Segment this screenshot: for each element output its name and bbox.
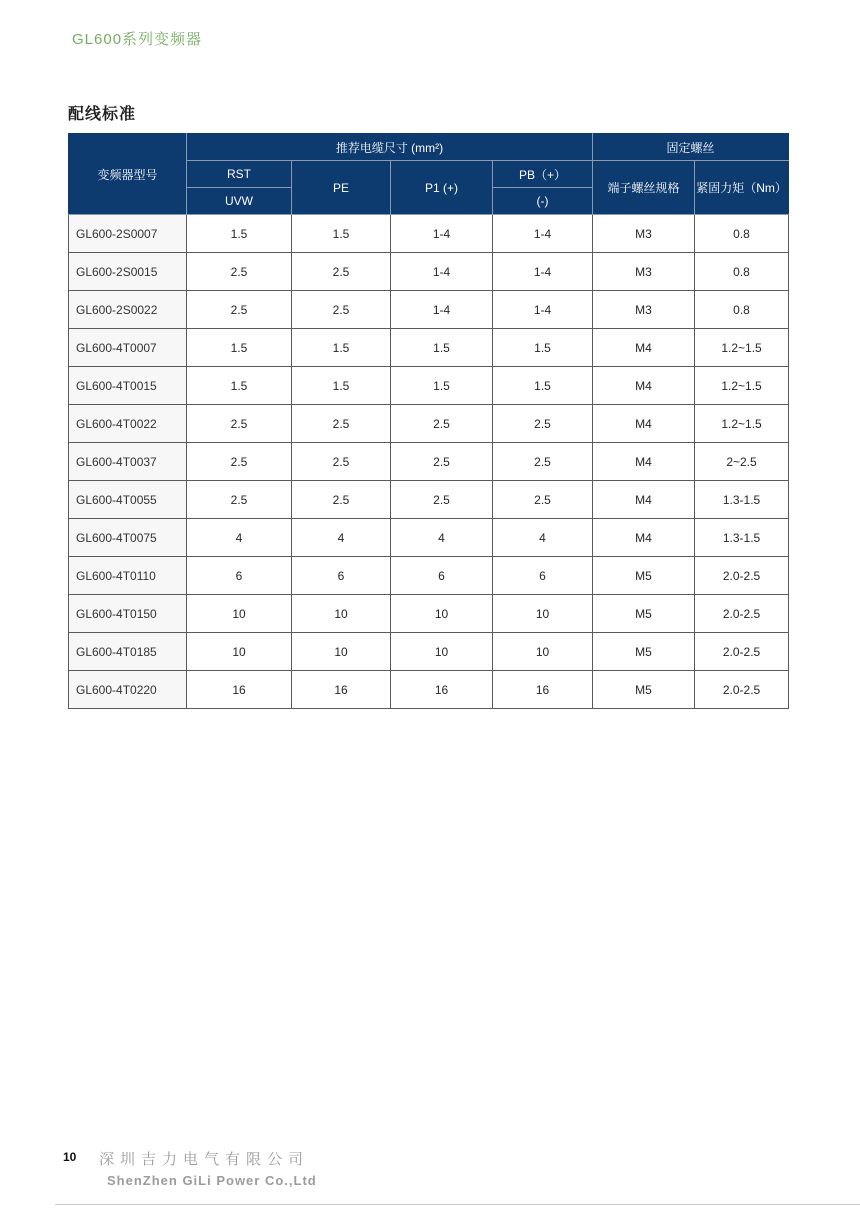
p1-cell: 4	[391, 519, 493, 557]
section-title: 配线标准	[68, 106, 137, 123]
torque-cell: 1.2~1.5	[695, 367, 789, 405]
rst_uvw-cell: 2.5	[187, 481, 292, 519]
pe-cell: 1.5	[292, 329, 391, 367]
p1-cell: 2.5	[391, 481, 493, 519]
header-p1: P1 (+)	[391, 161, 493, 215]
pb-cell: 10	[493, 633, 593, 671]
table-row	[69, 519, 789, 557]
torque-cell: 1.2~1.5	[695, 329, 789, 367]
model-cell: GL600-4T0055	[69, 481, 187, 519]
rst_uvw-cell: 10	[187, 633, 292, 671]
p1-cell: 1-4	[391, 291, 493, 329]
screw-cell: M5	[593, 557, 695, 595]
model-cell: GL600-4T0015	[69, 367, 187, 405]
pb-cell: 1-4	[493, 253, 593, 291]
pb-cell: 4	[493, 519, 593, 557]
rst_uvw-cell: 1.5	[187, 367, 292, 405]
pe-cell: 2.5	[292, 291, 391, 329]
pe-cell: 2.5	[292, 481, 391, 519]
table-row	[69, 253, 789, 291]
torque-cell: 0.8	[695, 215, 789, 253]
pe-cell: 1.5	[292, 215, 391, 253]
rst_uvw-cell: 4	[187, 519, 292, 557]
header-model: 变频器型号	[69, 134, 187, 215]
rst_uvw-cell: 1.5	[187, 329, 292, 367]
p1-cell: 10	[391, 595, 493, 633]
table-body	[69, 215, 789, 709]
wiring-standard-table	[68, 133, 789, 709]
rst_uvw-cell: 2.5	[187, 405, 292, 443]
torque-cell: 2.0-2.5	[695, 633, 789, 671]
pe-cell: 2.5	[292, 443, 391, 481]
model-cell: GL600-4T0022	[69, 405, 187, 443]
p1-cell: 10	[391, 633, 493, 671]
table-row	[69, 329, 789, 367]
footer-company-name-en: ShenZhen GiLi Power Co.,Ltd	[107, 1173, 317, 1188]
torque-cell: 2.0-2.5	[695, 557, 789, 595]
p1-cell: 1-4	[391, 253, 493, 291]
header-uvw: UVW	[187, 188, 292, 215]
footer-divider	[55, 1204, 860, 1205]
pe-cell: 1.5	[292, 367, 391, 405]
table-row	[69, 557, 789, 595]
torque-cell: 1.3-1.5	[695, 481, 789, 519]
pb-cell: 2.5	[493, 405, 593, 443]
torque-cell: 2.0-2.5	[695, 671, 789, 709]
header-torque: 紧固力矩（Nm）	[695, 161, 789, 215]
model-cell: GL600-4T0007	[69, 329, 187, 367]
p1-cell: 16	[391, 671, 493, 709]
table-row	[69, 443, 789, 481]
header-fixing-screw-group: 固定螺丝	[593, 134, 789, 161]
header-minus: (-)	[493, 188, 593, 215]
screw-cell: M4	[593, 405, 695, 443]
pb-cell: 10	[493, 595, 593, 633]
screw-cell: M5	[593, 671, 695, 709]
screw-cell: M5	[593, 633, 695, 671]
torque-cell: 2~2.5	[695, 443, 789, 481]
pb-cell: 1.5	[493, 329, 593, 367]
rst_uvw-cell: 10	[187, 595, 292, 633]
table-row	[69, 595, 789, 633]
page-number: 10	[63, 1150, 77, 1164]
model-cell: GL600-4T0075	[69, 519, 187, 557]
torque-cell: 1.2~1.5	[695, 405, 789, 443]
p1-cell: 1.5	[391, 367, 493, 405]
pb-cell: 1-4	[493, 291, 593, 329]
header-pb: PB（+）	[493, 161, 593, 188]
torque-cell: 0.8	[695, 291, 789, 329]
table-row	[69, 633, 789, 671]
pe-cell: 16	[292, 671, 391, 709]
screw-cell: M4	[593, 519, 695, 557]
footer-company-name-cn: 深圳吉力电气有限公司	[99, 1151, 310, 1168]
table-row	[69, 215, 789, 253]
model-cell: GL600-2S0022	[69, 291, 187, 329]
table-row	[69, 481, 789, 519]
pb-cell: 1-4	[493, 215, 593, 253]
rst_uvw-cell: 2.5	[187, 291, 292, 329]
screw-cell: M4	[593, 443, 695, 481]
p1-cell: 6	[391, 557, 493, 595]
model-cell: GL600-4T0220	[69, 671, 187, 709]
pe-cell: 10	[292, 633, 391, 671]
header-pe: PE	[292, 161, 391, 215]
model-cell: GL600-4T0110	[69, 557, 187, 595]
torque-cell: 1.3-1.5	[695, 519, 789, 557]
model-cell: GL600-4T0037	[69, 443, 187, 481]
pe-cell: 6	[292, 557, 391, 595]
table-row	[69, 291, 789, 329]
pb-cell: 2.5	[493, 443, 593, 481]
screw-cell: M3	[593, 291, 695, 329]
model-cell: GL600-2S0015	[69, 253, 187, 291]
p1-cell: 1.5	[391, 329, 493, 367]
rst_uvw-cell: 6	[187, 557, 292, 595]
model-cell: GL600-2S0007	[69, 215, 187, 253]
rst_uvw-cell: 1.5	[187, 215, 292, 253]
model-cell: GL600-4T0185	[69, 633, 187, 671]
screw-cell: M3	[593, 215, 695, 253]
screw-cell: M4	[593, 329, 695, 367]
header-rst: RST	[187, 161, 292, 188]
table-header	[69, 134, 789, 215]
rst_uvw-cell: 2.5	[187, 253, 292, 291]
model-cell: GL600-4T0150	[69, 595, 187, 633]
pe-cell: 2.5	[292, 253, 391, 291]
pb-cell: 6	[493, 557, 593, 595]
p1-cell: 2.5	[391, 405, 493, 443]
rst_uvw-cell: 16	[187, 671, 292, 709]
rst_uvw-cell: 2.5	[187, 443, 292, 481]
torque-cell: 2.0-2.5	[695, 595, 789, 633]
p1-cell: 1-4	[391, 215, 493, 253]
document-header-title: GL600系列变频器	[72, 31, 203, 48]
header-cable-size-group: 推荐电缆尺寸 (mm²)	[187, 134, 593, 161]
screw-cell: M4	[593, 367, 695, 405]
screw-cell: M3	[593, 253, 695, 291]
table-row	[69, 367, 789, 405]
pe-cell: 10	[292, 595, 391, 633]
pe-cell: 4	[292, 519, 391, 557]
header-terminal-screw: 端子螺丝规格	[593, 161, 695, 215]
torque-cell: 0.8	[695, 253, 789, 291]
pb-cell: 2.5	[493, 481, 593, 519]
table-row	[69, 671, 789, 709]
p1-cell: 2.5	[391, 443, 493, 481]
screw-cell: M4	[593, 481, 695, 519]
pb-cell: 1.5	[493, 367, 593, 405]
screw-cell: M5	[593, 595, 695, 633]
pe-cell: 2.5	[292, 405, 391, 443]
pb-cell: 16	[493, 671, 593, 709]
table-row	[69, 405, 789, 443]
